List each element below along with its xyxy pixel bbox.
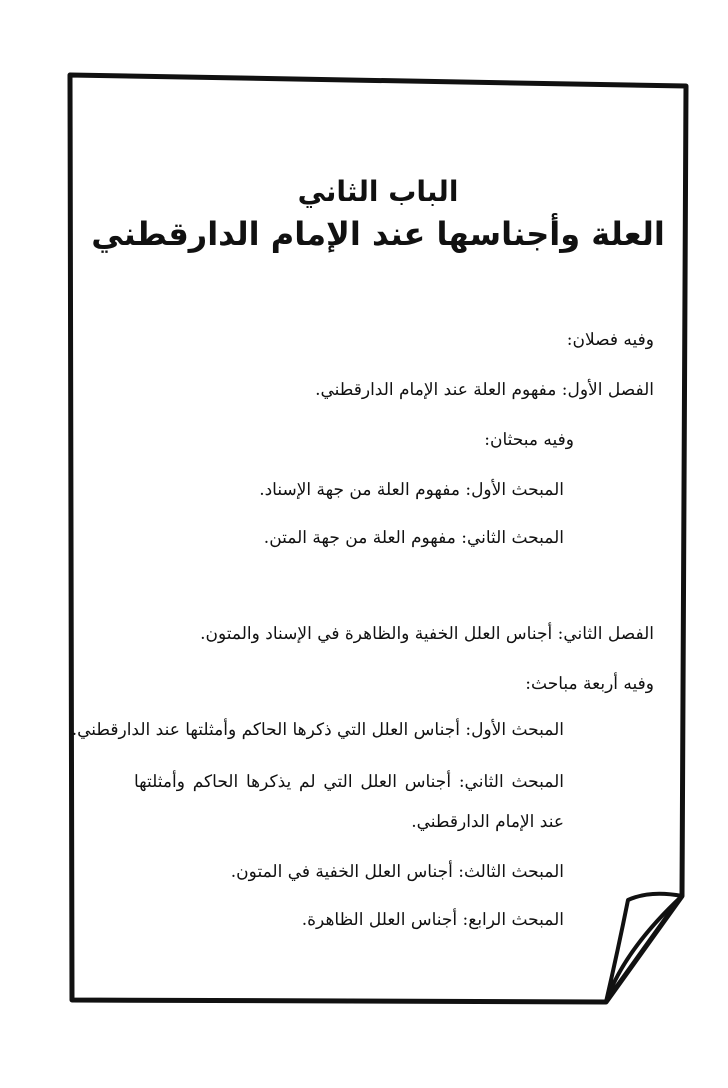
chapter2-intro: وفيه أربعة مباحث:	[525, 674, 654, 694]
chapter2-title: الفصل الثاني: أجناس العلل الخفية والظاهرة في الإسناد والمتون.	[200, 624, 654, 644]
chapter1-intro: وفيه مبحثان:	[484, 430, 574, 450]
part-title: الباب الثاني	[297, 175, 459, 208]
chapter1-title: الفصل الأول: مفهوم العلة عند الإمام الدارقطني.	[315, 380, 654, 400]
chapter2-section-3: المبحث الثالث: أجناس العلل الخفية في المتون.	[230, 862, 564, 882]
chapter1-section-1: المبحث الأول: مفهوم العلة من جهة الإسناد.	[259, 480, 564, 500]
chapter2-section-1: المبحث الأول: أجناس العلل التي ذكرها الحاكم وأمثلتها عند الدارقطني.	[71, 720, 564, 740]
chapter2-section-2: المبحث الثاني: أجناس العلل التي لم يذكرها الحاكم وأمثلتها عند الإمام الدارقطني.	[134, 772, 564, 832]
chapter1-section-2: المبحث الثاني: مفهوم العلة من جهة المتن.	[263, 528, 564, 548]
intro-line: وفيه فصلان:	[566, 330, 654, 350]
part-subtitle: العلة وأجناسها عند الإمام الدارقطني	[91, 215, 665, 253]
title-block	[72, 172, 684, 256]
document-page	[72, 74, 684, 1004]
chapter2-section-4: المبحث الرابع: أجناس العلل الظاهرة.	[301, 910, 564, 930]
